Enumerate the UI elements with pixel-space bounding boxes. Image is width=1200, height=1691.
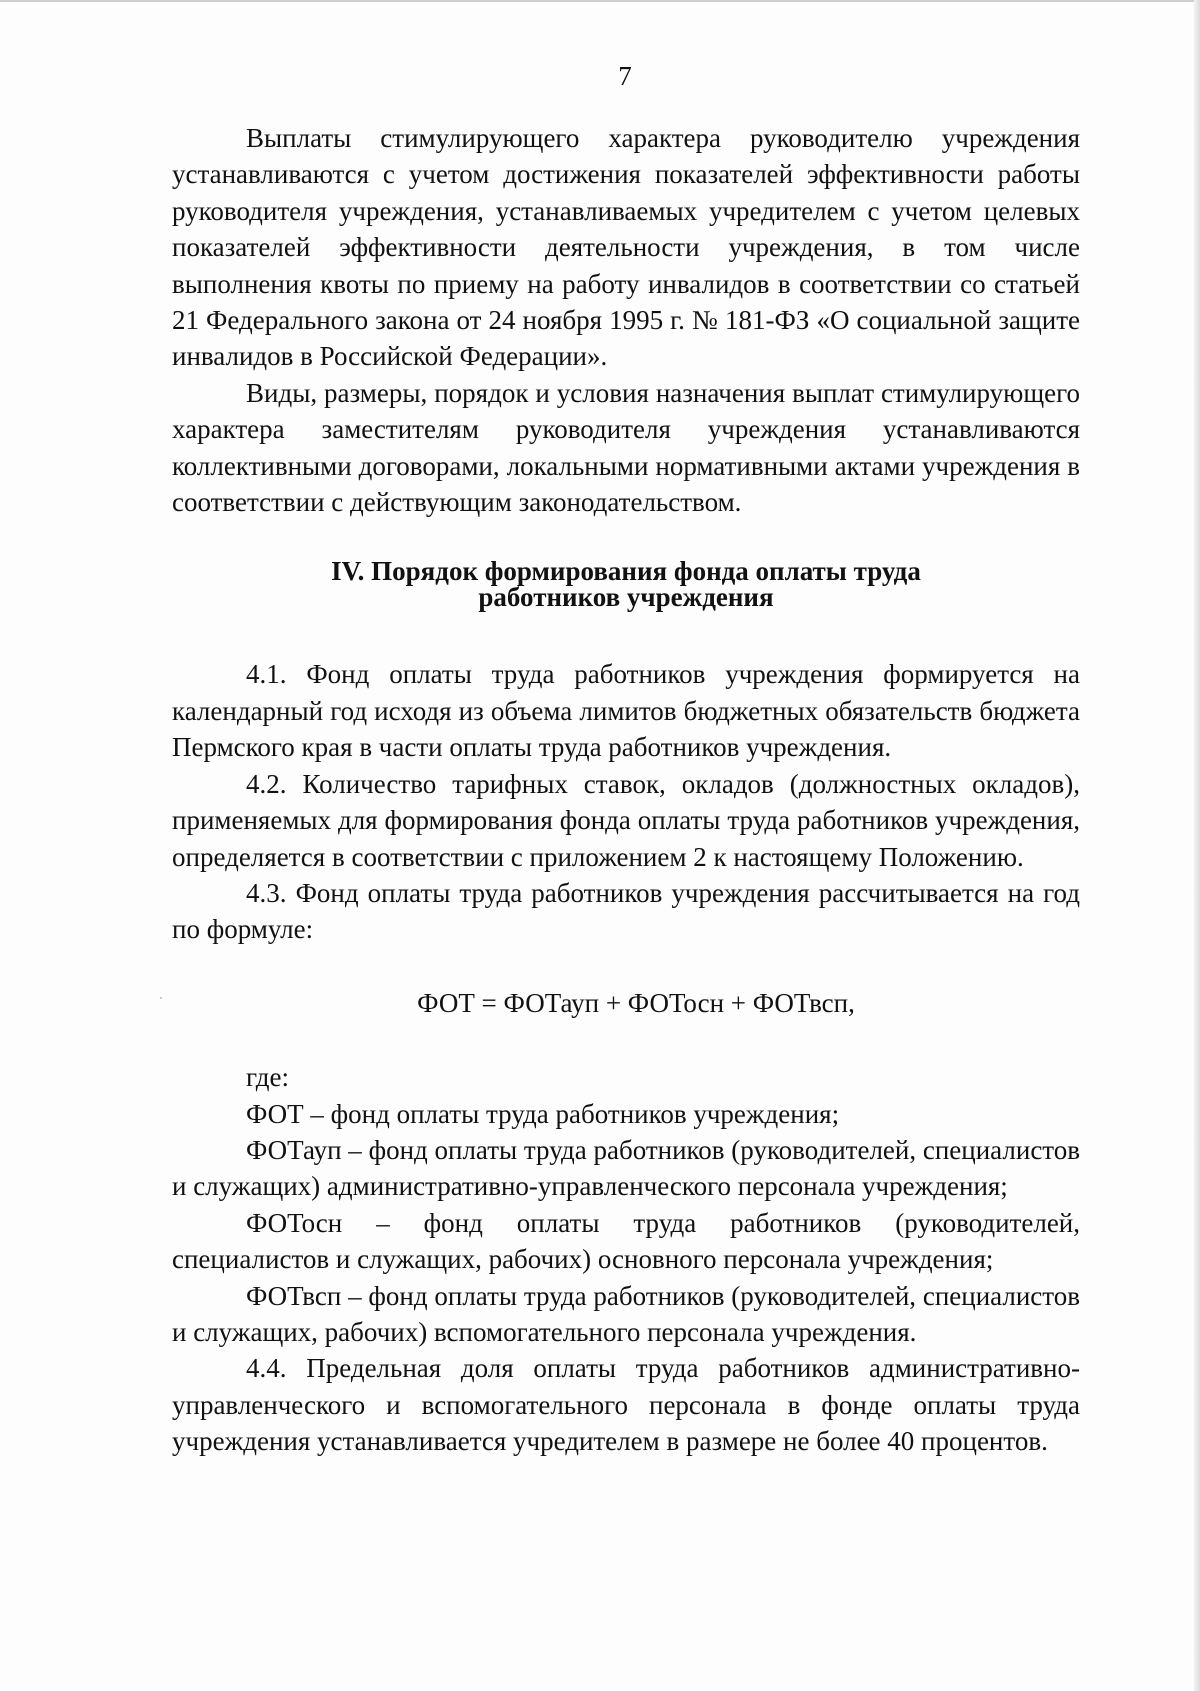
section-heading-line-2: работников учреждения — [478, 582, 774, 613]
definition-fot: ФОТ – фонд оплаты труда работников учреждения; — [246, 1098, 840, 1129]
definition-fot-osn: ФОТосн – фонд оплаты труда работников (руководителей, специалистов и служащих, рабочих) основного персонала учреждения; — [172, 1207, 1080, 1275]
definition-fot-aup: ФОТауп – фонд оплаты труда работников (руководителей, специалистов и служащих) административно-управленческого персонала учреждения; — [172, 1134, 1080, 1202]
document-body — [172, 120, 1080, 1460]
formula: ФОТ = ФОТауп + ФОТосн + ФОТвсп, — [417, 987, 855, 1018]
section-heading-line-1: IV. Порядок формирования фонда оплаты труда — [331, 556, 921, 587]
paragraph-4-4: 4.4. Предельная доля оплаты труда работников административно-управленческого и вспомогательного персонала в фонде оплаты труда учреждения устанавливается учредителем в размере не более 40 процентов. — [172, 1353, 1080, 1457]
scan-right-edge — [1194, 0, 1200, 1691]
scan-top-border — [0, 0, 1200, 2]
page-number: 7 — [618, 61, 632, 91]
paragraph-4-2: 4.2. Количество тарифных ставок, окладов (должностных окладов), применяемых для формирования фонда оплаты труда работников учреждения, определяется в соответствии с приложением 2 к настоящему Положению. — [172, 768, 1080, 872]
paragraph-deputy-incentives: Виды, размеры, порядок и условия назначения выплат стимулирующего характера заместителям руководителя учреждения устанавливаются коллективными договорами, локальными нормативными актами учреждения в соответствии с действующим законодательством. — [172, 377, 1080, 518]
section-heading — [172, 520, 1080, 613]
definition-fot-vsp: ФОТвсп – фонд оплаты труда работников (руководителей, специалистов и служащих, рабочих) вспомогательного персонала учреждения. — [172, 1280, 1080, 1347]
heading-spacer — [172, 610, 1080, 656]
paragraph-4-1: 4.1. Фонд оплаты труда работников учреждения формируется на календарный год исходя из объема лимитов бюджетных обязательств бюджета Пермского края в части оплаты труда работников учреждения. — [172, 659, 1080, 763]
definitions-intro: где: — [246, 1062, 289, 1093]
paragraph-4-3: 4.3. Фонд оплаты труда работников учреждения рассчитывается на год по формуле: — [172, 877, 1080, 945]
paragraph-director-incentives: Выплаты стимулирующего характера руководителю учреждения устанавливаются с учетом достижения показателей эффективности работы руководителя учреждения, устанавливаемых учредителем с учетом целевых показателей эффективности деятельности учреждения, в том числе выполнения квоты по приему на работу инвалидов в соответствии со статьей 21 Федерального закона от 24 ноября 1995 г. № 181-ФЗ «О социальной защите инвалидов в Российской Федерации». — [172, 123, 1080, 372]
scan-speck — [160, 997, 162, 999]
